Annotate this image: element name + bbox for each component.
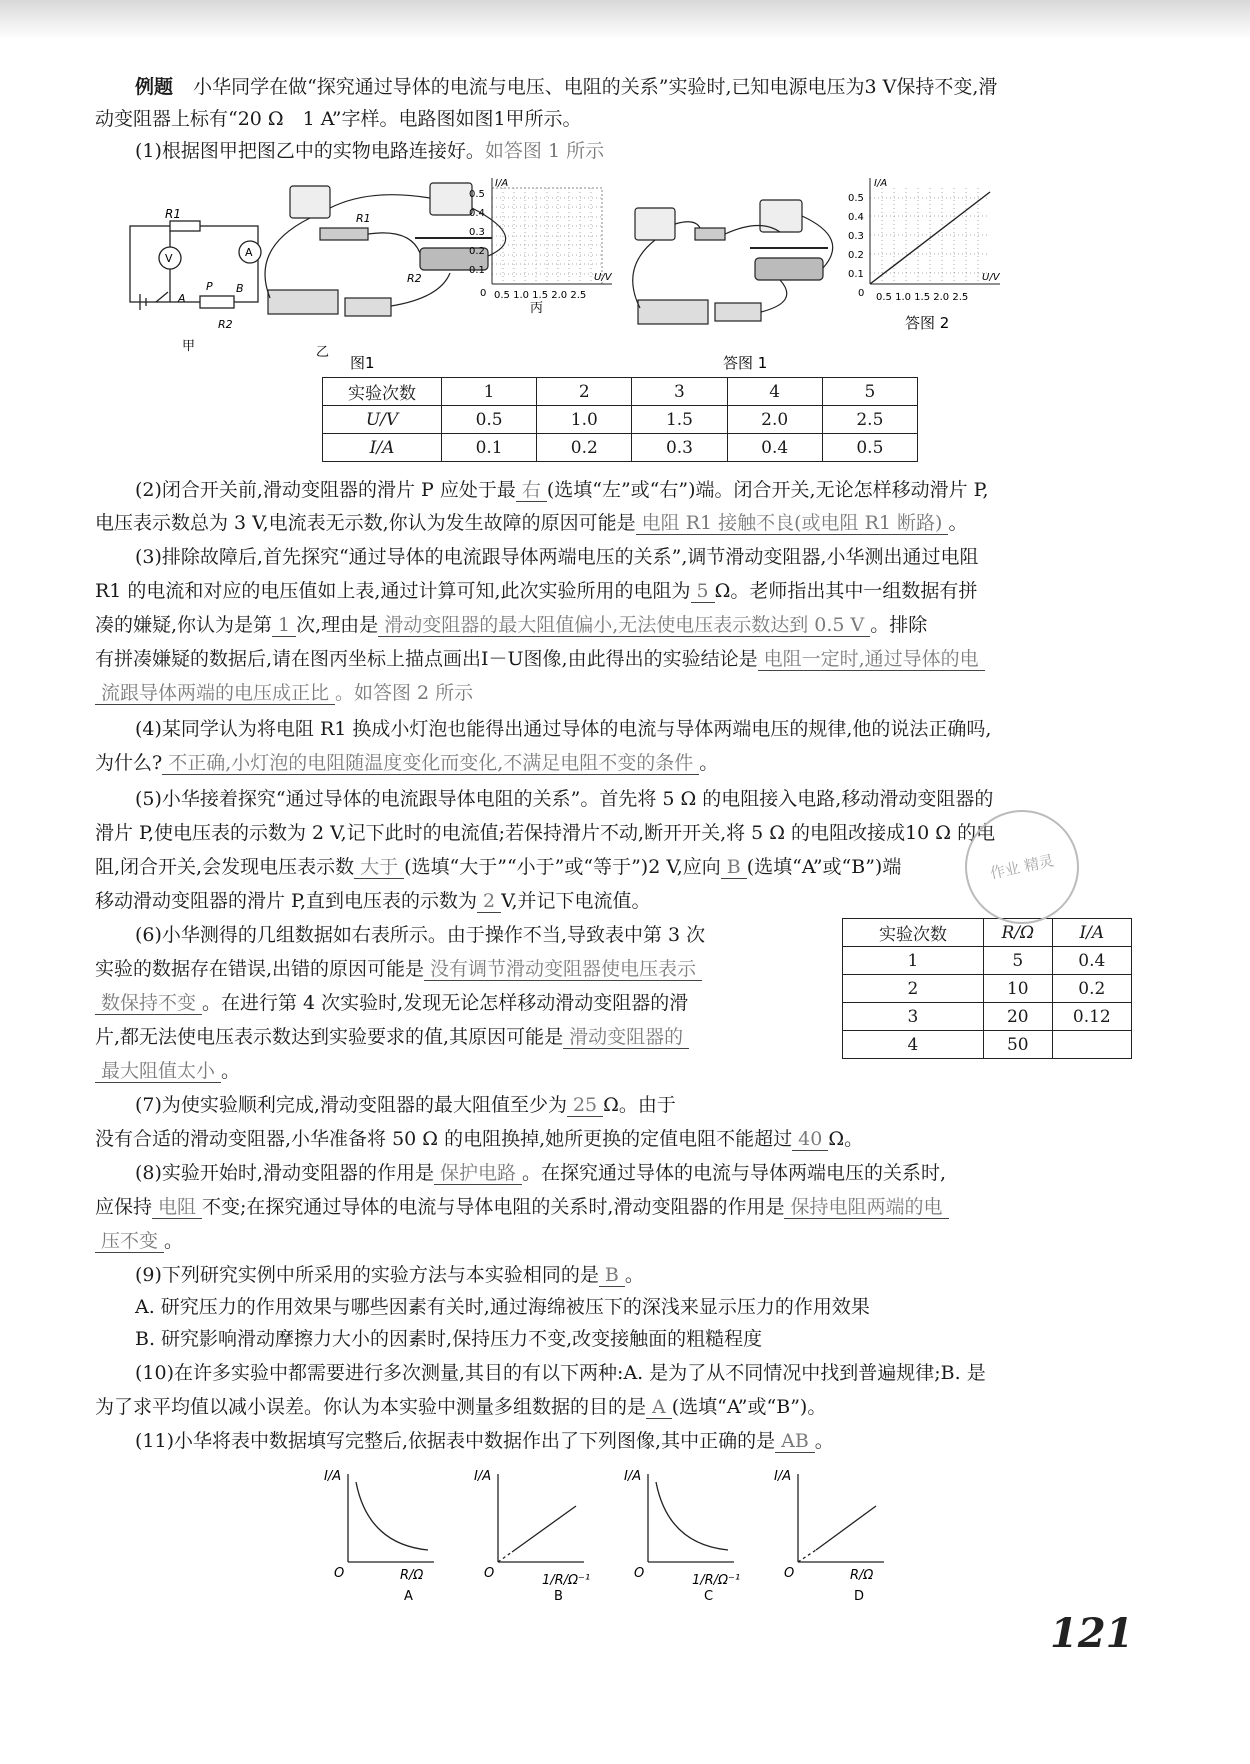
bing-ytick: 0.5 [469, 189, 485, 200]
table-row: 实验次数 1 2 3 4 5 [323, 378, 918, 406]
q4-line-2: 为什么? 不正确,小灯泡的电阻随温度变化而变化,不满足电阻不变的条件 。 [95, 752, 719, 774]
graph-origin: 0 [858, 288, 865, 299]
q5-line-1: (5)小华接着探究“通过导体的电流跟导体电阻的关系”。首先将 5 Ω 的电阻接入电路,移动滑动变阻器的 [135, 788, 994, 810]
q7-line-2: 没有合适的滑动变阻器,小华准备将 50 Ω 的电阻换掉,她所更换的定值电阻不能超过 40 Ω。 [95, 1128, 864, 1150]
graph-c-origin: O [634, 1566, 645, 1581]
graph-xticks: 0.5 1.0 1.5 2.0 2.5 [876, 292, 969, 303]
graph-b-line [512, 1506, 576, 1552]
graph-axis-u: U/V [982, 272, 1000, 283]
page-number: 121 [1050, 1610, 1134, 1657]
graph-ytick: 0.3 [848, 231, 864, 242]
graph-d-line [816, 1506, 876, 1550]
answer-blank: 没有调节滑动变阻器使电压表示 [424, 958, 702, 981]
table-row: 2 10 0.2 [843, 975, 1132, 1003]
label-r2: R2 [218, 318, 233, 331]
answer-blank: 电阻一定时,通过导体的电 [758, 648, 985, 671]
bing-ytick: 0.4 [469, 208, 485, 219]
q3-line-2: R1 的电流和对应的电压值如上表,通过计算可知,此次实验所用的电阻为 5 Ω。老师指出其中一组数据有拼 [95, 580, 978, 602]
q9-option-b: B. 研究影响滑动摩擦力大小的因素时,保持压力不变,改变接触面的粗糙程度 [135, 1328, 763, 1350]
answer-blank: 滑动变阻器的最大阻值偏小,无法使电压表示数达到 0.5 V [378, 614, 870, 637]
q2-line-1: (2)闭合开关前,滑动变阻器的滑片 P 应处于最 右 (选填“左”或“右”)端。闭合开关,无论怎样移动滑片 P, [135, 479, 989, 501]
graph-axis-i: I/A [874, 178, 888, 189]
label-point-a: A [178, 292, 186, 305]
answer-blank: 1 [272, 614, 296, 637]
answer-blank: 2 [477, 890, 501, 913]
label-r1: R1 [165, 207, 181, 221]
graph-c-xlabel: 1/R/Ω⁻¹ [692, 1573, 741, 1588]
figure-row [120, 178, 1120, 374]
answer-blank: 25 [567, 1094, 603, 1117]
answer-blank: 电阻 [152, 1196, 202, 1219]
bing-axis-u: U/V [594, 272, 612, 283]
q7-line-1: (7)为使实验顺利完成,滑动变阻器的最大阻值至少为 25 Ω。由于 [135, 1094, 676, 1116]
q4-line-1: (4)某同学认为将电阻 R1 换成小灯泡也能得出通过导体的电流与导体两端电压的规律,他的说法正确吗, [135, 718, 992, 740]
label-a: A [245, 246, 253, 259]
q1-answer: 如答图 1 所示 [484, 140, 605, 162]
graphs-row [320, 1462, 960, 1602]
caption-bing: 丙 [530, 301, 544, 316]
graph-d-origin: O [784, 1566, 795, 1581]
q3-line-3: 凑的嫌疑,你认为是第 1 次,理由是 滑动变阻器的最大阻值偏小,无法使电压表示数达到 0.5 V 。排除 [95, 614, 928, 636]
graph-a-caption: A [404, 1589, 413, 1602]
example-label: 例题 [135, 76, 174, 98]
label-point-b: B [236, 282, 244, 295]
q2-line-2: 电压表示数总为 3 V,电流表无示数,你认为发生故障的原因可能是 电阻 R1 接触不良(或电阻 R1 断路) 。 [95, 512, 968, 534]
table-row: I/A 0.1 0.2 0.3 0.4 0.5 [323, 434, 918, 462]
q5-line-3: 阻,闭合开关,会发现电压表示数 大于 (选填“大于”“小于”或“等于”)2 V,应向 B (选填“A”或“B”)端 [95, 856, 902, 878]
q6-line-5: 最大阻值太小 。 [95, 1058, 240, 1084]
data-table-2 [842, 918, 1132, 1059]
circuit-diagram-jia [130, 221, 261, 310]
table-row: U/V 0.5 1.0 1.5 2.0 2.5 [323, 406, 918, 434]
bing-axis-i: I/A [495, 178, 509, 189]
caption-answer-fig2: 答图 2 [905, 314, 950, 332]
graph-ytick: 0.1 [848, 269, 864, 280]
graph-d-ylabel: I/A [774, 1469, 792, 1484]
answer-blank: AB [775, 1430, 815, 1453]
answer-blank: 不正确,小灯泡的电阻随温度变化而变化,不满足电阻不变的条件 [162, 752, 699, 775]
answer-blank: 右 [516, 479, 547, 502]
q8-line-2: 应保持 电阻 不变;在探究通过导体的电流与导体电阻的关系时,滑动变阻器的作用是 保持电阻两端的电 [95, 1194, 949, 1220]
label-r1-yi: R1 [356, 212, 371, 225]
q6-line-1: (6)小华测得的几组数据如右表所示。由于操作不当,导致表中第 3 次 [135, 924, 706, 946]
q6-line-4: 片,都无法使电压表示数达到实验要求的值,其原因可能是 滑动变阻器的 [95, 1024, 689, 1050]
answer-blank: 5 [691, 580, 715, 603]
label-p: P [206, 280, 213, 293]
graph-a-ylabel: I/A [324, 1469, 342, 1484]
caption-fig1: 图1 [350, 354, 375, 372]
answer-physical-circuit [633, 200, 833, 324]
q5-line-4: 移动滑动变阻器的滑片 P,直到电压表的示数为 2 V,并记下电流值。 [95, 890, 651, 912]
q8-line-1: (8)实验开始时,滑动变阻器的作用是 保护电路 。在探究通过导体的电流与导体两端电压的关系时, [135, 1162, 947, 1184]
answer-blank: 最大阻值太小 [95, 1060, 221, 1083]
q11-line-1: (11)小华将表中数据填写完整后,依据表中数据作出了下列图像,其中正确的是 AB 。 [135, 1430, 834, 1452]
graph-b-ylabel: I/A [474, 1469, 492, 1484]
label-r2-yi: R2 [407, 272, 422, 285]
grid-bing [492, 178, 612, 284]
bing-origin: 0 [480, 288, 487, 299]
q9-line-1: (9)下列研究实例中所采用的实验方法与本实验相同的是 B 。 [135, 1264, 644, 1286]
data-table-1 [322, 377, 918, 462]
answer-blank: 大于 [354, 856, 404, 879]
graph-d-caption: D [854, 1589, 865, 1602]
bing-ytick: 0.2 [469, 246, 485, 257]
answer-blank: 数保持不变 [95, 992, 202, 1015]
caption-yi: 乙 [316, 345, 330, 360]
q10-line-2: 为了求平均值以减小误差。你认为本实验中测量多组数据的目的是 A (选填“A”或“B”)。 [95, 1396, 827, 1418]
bing-ytick: 0.1 [469, 265, 485, 276]
graph-c-caption: C [704, 1589, 714, 1602]
q9-option-a: A. 研究压力的作用效果与哪些因素有关时,通过海绵被压下的深浅来显示压力的作用效果 [135, 1296, 870, 1318]
table-row: 3 20 0.12 [843, 1003, 1132, 1031]
q8-line-3: 压不变 。 [95, 1228, 183, 1254]
q3-line-1: (3)排除故障后,首先探究“通过导体的电流跟导体两端电压的关系”,调节滑动变阻器,小华测出通过电阻 [135, 546, 979, 568]
graph-a-curve [356, 1482, 428, 1550]
answer-blank: B [599, 1264, 625, 1287]
q5-line-2: 滑片 P,使电压表的示数为 2 V,记下此时的电流值;若保持滑片不动,断开开关,将 5 Ω 的电阻改接成10 Ω 的电 [95, 822, 996, 844]
answer-blank: 40 [792, 1128, 828, 1151]
graph-c-curve [656, 1482, 728, 1550]
answer-blank: A [646, 1396, 672, 1419]
graph-ytick: 0.4 [848, 212, 864, 223]
bing-ytick: 0.3 [469, 227, 485, 238]
table-row: 4 50 [843, 1031, 1132, 1059]
q6-line-3: 数保持不变 。在进行第 4 次实验时,发现无论怎样移动滑动变阻器的滑 [95, 990, 688, 1016]
q6-line-2: 实验的数据存在错误,出错的原因可能是 没有调节滑动变阻器使电压表示 [95, 956, 702, 982]
caption-jia: 甲 [182, 339, 196, 354]
q10-line-1: (10)在许多实验中都需要进行多次测量,其目的有以下两种:A. 是为了从不同情况中找到普遍规律;B. 是 [135, 1362, 986, 1384]
graph-d-xlabel: R/Ω [850, 1568, 874, 1583]
q1: (1)根据图甲把图乙中的实物电路连接好。如答图 1 所示 [135, 140, 605, 162]
stamp-watermark: 作业 精灵 [954, 799, 1089, 934]
answer-blank: 滑动变阻器的 [563, 1026, 689, 1049]
answer-blank: 保持电阻两端的电 [784, 1196, 948, 1219]
graph-ytick: 0.2 [848, 250, 864, 261]
graph-a-origin: O [334, 1566, 345, 1581]
example-line-1: 例题 小华同学在做“探究通过导体的电流与电压、电阻的关系”实验时,已知电源电压为3 V保持不变,滑 [135, 76, 998, 98]
caption-answer-fig1: 答图 1 [723, 354, 768, 372]
graph-c-ylabel: I/A [624, 1469, 642, 1484]
graph-b-caption: B [554, 1589, 563, 1602]
answer-graph [870, 178, 1000, 284]
answer-blank: B [721, 856, 747, 879]
graph-b-origin: O [484, 1566, 495, 1581]
scan-top-band [0, 0, 1250, 40]
answer-blank: 压不变 [95, 1230, 164, 1253]
q3-line-4: 有拼凑嫌疑的数据后,请在图丙坐标上描点画出I－U图像,由此得出的实验结论是 电阻一定时,通过导体的电 [95, 646, 985, 672]
answer-blank: 流跟导体两端的电压成正比 [95, 682, 335, 705]
label-v: V [165, 252, 173, 265]
graph-ytick: 0.5 [848, 193, 864, 204]
graph-b-xlabel: 1/R/Ω⁻¹ [542, 1573, 591, 1588]
answer-blank: 电阻 R1 接触不良(或电阻 R1 断路) [636, 512, 949, 535]
q3-line-5: 流跟导体两端的电压成正比 。如答图 2 所示 [95, 680, 473, 706]
table-row: 实验次数 R/Ω I/A [843, 919, 1132, 947]
example-line-2: 动变阻器上标有“20 Ω 1 A”字样。电路图如图1甲所示。 [95, 108, 582, 130]
answer-blank: 保护电路 [434, 1162, 522, 1185]
table-row: 1 5 0.4 [843, 947, 1132, 975]
bing-xticks: 0.5 1.0 1.5 2.0 2.5 [494, 290, 587, 301]
graph-a-xlabel: R/Ω [400, 1568, 424, 1583]
